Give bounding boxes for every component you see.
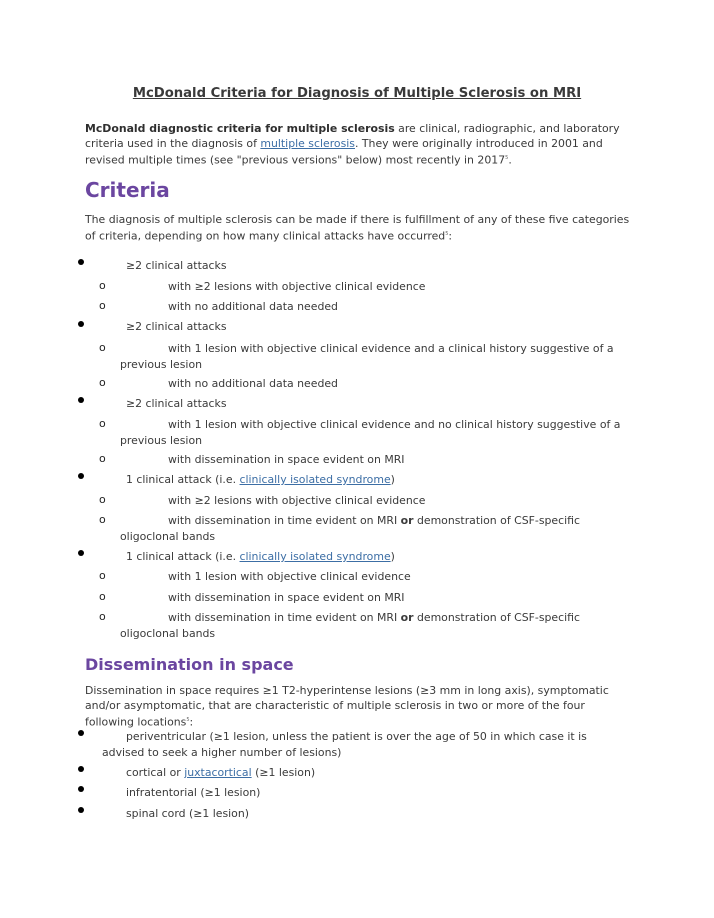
dissemination-heading: Dissemination in space	[85, 655, 294, 674]
multiple-sclerosis-link[interactable]: multiple sclerosis	[260, 137, 355, 150]
criteria-item-4-sub-1: with ≥2 lesions with objective clinical evidence	[168, 494, 426, 507]
sub-bullet: o	[99, 590, 106, 603]
dissemination-end: :	[189, 715, 194, 729]
sub-bullet: o	[99, 417, 106, 430]
criteria-intro-end: :	[448, 229, 453, 243]
clinically-isolated-syndrome-link[interactable]: clinically isolated syndrome	[239, 473, 391, 486]
criteria-item-4-label: 1 clinical attack (i.e.	[126, 473, 240, 486]
location-infratentorial: infratentorial (≥1 lesion)	[126, 786, 261, 799]
sub-bullet: o	[99, 341, 106, 354]
sub-bullet: o	[99, 279, 106, 292]
intro-bold-term: McDonald diagnostic criteria for multiple sclerosis	[85, 122, 395, 135]
criteria-item-5-sub-2: with dissemination in space evident on MRI	[168, 591, 405, 604]
criteria-item-2-sub-1: with 1 lesion with objective clinical evidence and a clinical history suggestive of a previous lesion	[120, 342, 614, 371]
reference-marker[interactable]: 5	[445, 231, 449, 237]
criteria-item-5-sub-3	[120, 610, 640, 641]
bullet-dot	[78, 259, 84, 265]
criteria-item-3-sub-1: with 1 lesion with objective clinical evidence and no clinical history suggestive of a previous lesion	[120, 418, 621, 447]
intro-end: .	[508, 153, 512, 167]
bullet-dot	[78, 473, 84, 479]
criteria-item-5-label: 1 clinical attack (i.e.	[126, 550, 240, 563]
sub-text: with dissemination in time evident on MRI	[168, 514, 401, 527]
sub-bullet: o	[99, 513, 106, 526]
clinically-isolated-syndrome-link[interactable]: clinically isolated syndrome	[239, 550, 391, 563]
criteria-item-4	[126, 472, 646, 488]
or-emphasis: or	[400, 611, 414, 624]
sub-text: demonstration of CSF-specific oligoclonal bands	[120, 611, 580, 640]
criteria-item-1-sub-1: with ≥2 lesions with objective clinical evidence	[168, 280, 426, 293]
criteria-intro-text: The diagnosis of multiple sclerosis can be made if there is fulfillment of any of these five categories of criteria, depending on how many clinical attacks have occurred	[85, 213, 630, 243]
reference-marker[interactable]: 5	[186, 717, 190, 723]
page-title: McDonald Criteria for Diagnosis of Multiple Sclerosis on MRI	[132, 86, 582, 101]
sub-text: with dissemination in time evident on MRI	[168, 611, 401, 624]
intro-paragraph	[85, 121, 635, 168]
location-periventricular: periventricular (≥1 lesion, unless the patient is over the age of 50 in which case it is advised to seek a higher number of lesions)	[102, 730, 587, 759]
sub-bullet: o	[99, 299, 106, 312]
sub-bullet: o	[99, 610, 106, 623]
criteria-item-2: ≥2 clinical attacks	[126, 320, 227, 333]
criteria-item-1-sub-2: with no additional data needed	[168, 300, 338, 313]
criteria-heading: Criteria	[85, 178, 170, 202]
location-text: (≥1 lesion)	[251, 766, 316, 779]
bullet-dot	[78, 807, 84, 813]
location-text: cortical or	[126, 766, 185, 779]
reference-marker[interactable]: 5	[505, 155, 509, 161]
location-cortical	[126, 765, 646, 781]
criteria-item-1: ≥2 clinical attacks	[126, 259, 227, 272]
dissemination-text: Dissemination in space requires ≥1 T2-hyperintense lesions (≥3 mm in long axis), symptomatic and/or asymptomatic, that are characteristic of multiple sclerosis in two or more of the four following locations	[85, 684, 609, 729]
bullet-dot	[78, 397, 84, 403]
or-emphasis: or	[400, 514, 414, 527]
criteria-intro	[85, 212, 635, 244]
sub-bullet: o	[99, 452, 106, 465]
sub-bullet: o	[99, 493, 106, 506]
criteria-item-4-label-end: )	[390, 473, 395, 486]
intro-text-1: are clinical, radiographic, and laboratory criteria used in the diagnosis of	[85, 122, 620, 150]
location-spinal-cord: spinal cord (≥1 lesion)	[126, 807, 249, 820]
dissemination-paragraph	[85, 683, 635, 730]
criteria-item-3: ≥2 clinical attacks	[126, 397, 227, 410]
intro-text-2: . They were originally introduced in 2001 and revised multiple times (see "previous versions" below) most recently in 2017	[85, 137, 603, 167]
juxtacortical-link[interactable]: juxtacortical	[184, 766, 252, 779]
bullet-dot	[78, 766, 84, 772]
criteria-item-2-sub-2: with no additional data needed	[168, 377, 338, 390]
bullet-dot	[78, 786, 84, 792]
bullet-dot	[78, 550, 84, 556]
criteria-item-4-sub-2	[120, 513, 640, 544]
criteria-item-5-label-end: )	[390, 550, 395, 563]
criteria-item-3-sub-2: with dissemination in space evident on MRI	[168, 453, 405, 466]
bullet-dot	[78, 730, 84, 736]
sub-bullet: o	[99, 376, 106, 389]
bullet-dot	[78, 321, 84, 327]
sub-text: demonstration of CSF-specific oligoclonal bands	[120, 514, 580, 543]
sub-bullet: o	[99, 569, 106, 582]
criteria-item-5-sub-1: with 1 lesion with objective clinical evidence	[168, 570, 411, 583]
criteria-item-5	[126, 549, 646, 565]
